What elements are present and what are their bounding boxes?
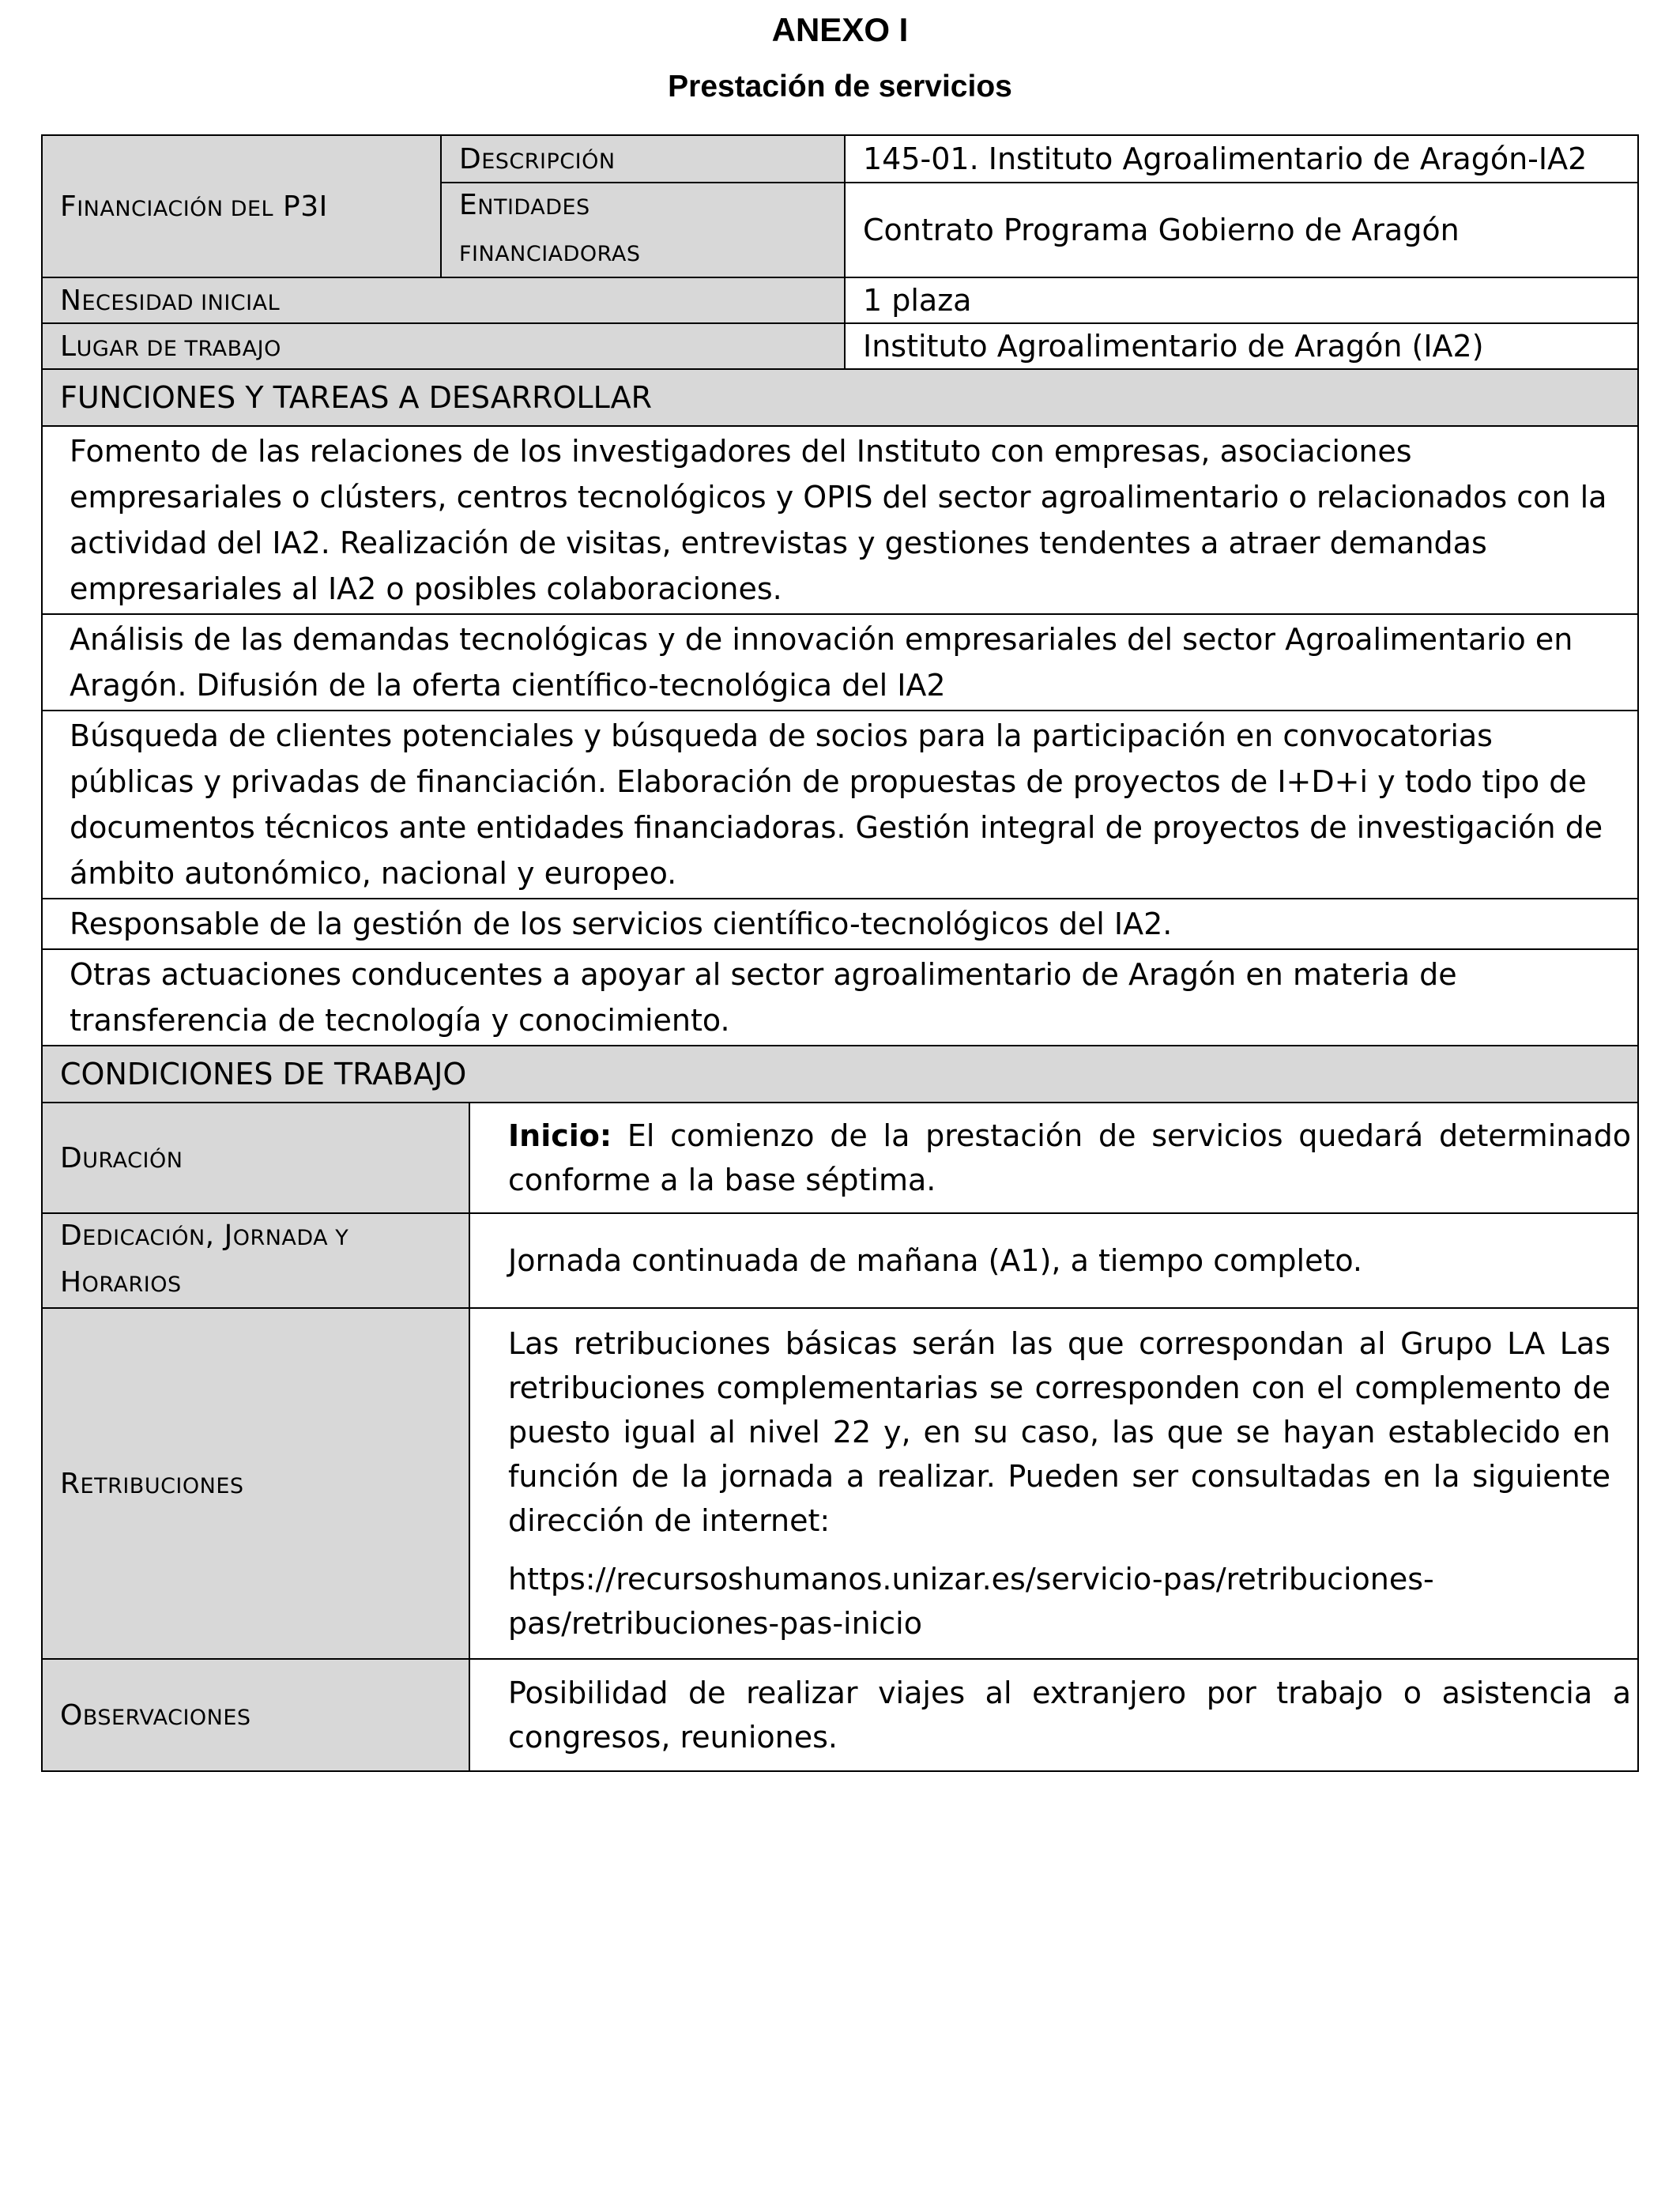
entidades-label: ENTIDADES FINANCIADORAS: [441, 183, 845, 277]
observaciones-label: OBSERVACIONES: [42, 1659, 469, 1771]
observaciones-row: [42, 1659, 1638, 1771]
lugar-row: [42, 323, 1638, 369]
necesidad-label: NECESIDAD INICIAL: [42, 277, 845, 323]
retribuciones-row: [42, 1308, 1638, 1659]
descripcion-label: DESCRIPCIÓN: [441, 135, 845, 183]
necesidad-value: 1 plaza: [845, 277, 1638, 323]
funciones-heading-row: [42, 369, 1638, 426]
task-item: Responsable de la gestión de los servicios científico-tecnológicos del IA2.: [42, 899, 1638, 949]
condiciones-heading: CONDICIONES DE TRABAJO: [42, 1046, 1638, 1103]
dedicacion-value: Jornada continuada de mañana (A1), a tiempo completo.: [469, 1213, 1638, 1308]
duracion-row: [42, 1103, 1638, 1213]
task-row: [42, 899, 1638, 949]
annex-subtitle: Prestación de servicios: [668, 70, 1012, 104]
entidades-value: Contrato Programa Gobierno de Aragón: [845, 183, 1638, 277]
task-row: [42, 426, 1638, 614]
task-row: [42, 711, 1638, 899]
lugar-label: LUGAR DE TRABAJO: [42, 323, 845, 369]
task-item: Análisis de las demandas tecnológicas y de innovación empresariales del sector Agroalimentario en Aragón. Difusión de la oferta científico-tecnológica del IA2: [42, 614, 1638, 711]
necesidad-row: [42, 277, 1638, 323]
task-item: Otras actuaciones conducentes a apoyar al sector agroalimentario de Aragón en materia de transferencia de tecnología y conocimiento.: [42, 949, 1638, 1046]
duracion-label: DURACIÓN: [42, 1103, 469, 1213]
annex-title: ANEXO I: [771, 11, 909, 48]
retribuciones-text: Las retribuciones básicas serán las que correspondan al Grupo LA Las retribuciones complementarias se corresponden con el complemento de puesto igual al nivel 22 y, en su caso, las que se hayan establecido en función de la jornada a realizar. Pueden ser consultadas en la siguiente dirección de internet:: [508, 1326, 1610, 1538]
funciones-heading: FUNCIONES Y TAREAS A DESARROLLAR: [42, 369, 1638, 426]
descripcion-value: 145-01. Instituto Agroalimentario de Aragón-IA2: [845, 135, 1638, 183]
condiciones-heading-row: [42, 1046, 1638, 1103]
lugar-value: Instituto Agroalimentario de Aragón (IA2): [845, 323, 1638, 369]
retribuciones-value: [469, 1308, 1638, 1659]
task-row: [42, 614, 1638, 711]
inicio-label: Inicio:: [508, 1118, 612, 1153]
task-item: Búsqueda de clientes potenciales y búsqueda de socios para la participación en convocatorias públicas y privadas de financiación. Elaboración de propuestas de proyectos de I+D+i y todo tipo de documentos técnicos ante entidades financiadoras. Gestión integral de proyectos de investigación de ámbito autonómico, nacional y europeo.: [42, 711, 1638, 899]
observaciones-value: Posibilidad de realizar viajes al extranjero por trabajo o asistencia a congresos, reuniones.: [469, 1659, 1638, 1771]
dedicacion-row: [42, 1213, 1638, 1308]
task-item: Fomento de las relaciones de los investigadores del Instituto con empresas, asociaciones empresariales o clústers, centros tecnológicos y OPIS del sector agroalimentario o relacionados con la actividad del IA2. Realización de visitas, entrevistas y gestiones tendentes a atraer demandas empresariales al IA2 o posibles colaboraciones.: [42, 426, 1638, 614]
financiacion-label: FINANCIACIÓN DEL P3I: [42, 135, 441, 277]
task-row: [42, 949, 1638, 1046]
descripcion-row: [42, 135, 1638, 183]
services-table: [41, 134, 1639, 1772]
duracion-value: Inicio: El comienzo de la prestación de servicios quedará determinado conforme a la base séptima.: [469, 1103, 1638, 1213]
retribuciones-label: RETRIBUCIONES: [42, 1308, 469, 1659]
dedicacion-label: DEDICACIÓN, JORNADA Y HORARIOS: [42, 1213, 469, 1308]
retribuciones-link[interactable]: https://recursoshumanos.unizar.es/servicio-pas/retribuciones-pas/retribuciones-pas-inicio: [508, 1562, 1434, 1641]
